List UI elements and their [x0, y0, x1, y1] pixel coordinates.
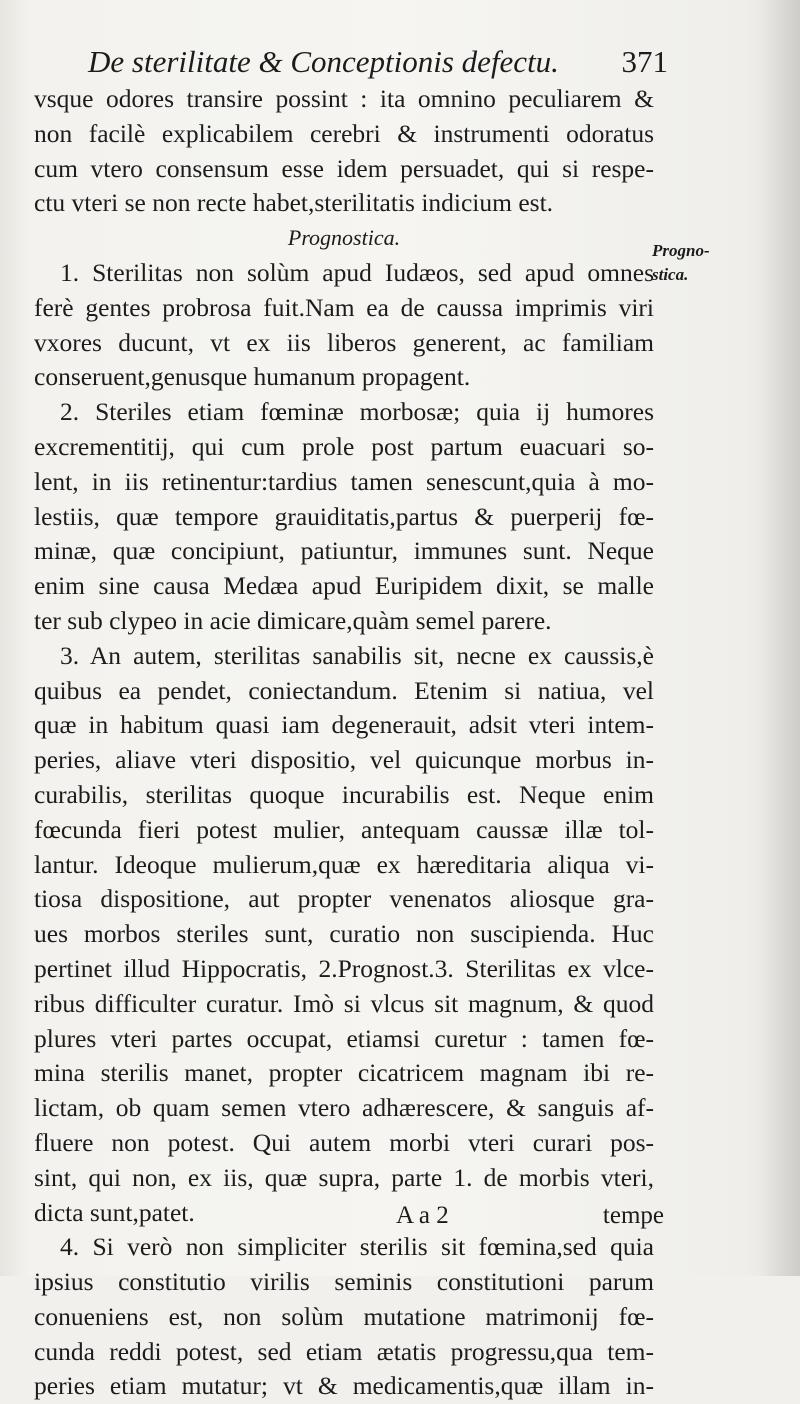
text-line: non facilè explicabilem cerebri & instrumenti odoratus [34, 118, 654, 148]
text-line: peries etiam mutatur; vt & medicamentis,quæ illam in- [34, 1371, 654, 1401]
running-title: De sterilitate & Conceptionis defectu. [88, 44, 559, 79]
text-line: ferè gentes probrosa fuit.Nam ea de caussa imprimis viri [34, 292, 654, 322]
running-header [88, 42, 668, 82]
text-line: 3. An autem, sterilitas sanabilis sit, necne ex caussis,è [60, 640, 654, 670]
text-line: conueniens est, non solùm mutatione matrimonij fœ- [34, 1301, 654, 1331]
text-line: minæ, quæ concipiunt, patiuntur, immunes sunt. Neque [34, 536, 654, 566]
text-line: vxores ducunt, vt ex iis liberos generent, ac familiam [34, 327, 654, 357]
text-line: lantur. Ideoque mulierum,quæ ex hæreditaria aliqua vi- [34, 849, 654, 879]
margin-note-line-1: Progno- [652, 241, 710, 260]
text-line: conseruent,genusque humanum propagent. [34, 362, 471, 392]
text-line: quæ in habitum quasi iam degenerauit, adsit vteri intem- [34, 710, 654, 740]
text-line: excrementitij, qui cum prole post partum euacuari so- [34, 431, 654, 461]
text-line: curabilis, sterilitas quoque incurabilis est. Neque enim [34, 779, 654, 809]
text-line: pertinet illud Hippocratis, 2.Prognost.3. Sterilitas ex vlce- [34, 953, 654, 983]
text-line: ribus difficulter curatur. Imò si vlcus sit magnum, & quod [34, 988, 654, 1018]
text-line: lestiis, quæ tempore grauiditatis,partus & puerperij fœ- [34, 501, 654, 531]
text-line: tiosa dispositione, aut propter venenatos aliosque gra- [34, 884, 654, 914]
signature-mark: A a 2 [396, 1202, 449, 1229]
text-line: vsque odores transire possint : ita omnino peculiarem & [34, 84, 654, 113]
text-line: lent, in iis retinentur:tardius tamen senescunt,quia à mo- [34, 466, 654, 496]
text-line: plures vteri partes occupat, etiamsi curetur : tamen fœ- [34, 1023, 654, 1053]
text-line: cunda reddi potest, sed etiam ætatis progressu,qua tem- [34, 1336, 654, 1366]
text-line: ter sub clypeo in acie dimicare,quàm semel parere. [34, 605, 552, 635]
text-line: ctu vteri se non recte habet,sterilitatis indicium est. [34, 188, 554, 218]
margin-note-line-2: stica. [652, 265, 689, 284]
page-edge-shadow [742, 0, 800, 1276]
text-line: mina sterilis manet, propter cicatricem magnam ibi re- [34, 1058, 654, 1088]
section-heading: Prognostica. [287, 225, 401, 251]
text-line: cum vtero consensum esse idem persuadet, qui si respe- [34, 153, 654, 183]
text-line: ipsius constitutio virilis seminis constitutioni parum [34, 1267, 654, 1297]
catchword: tempe [602, 1202, 664, 1229]
text-line: ues morbos steriles sunt, curatio non suscipienda. Huc [34, 919, 654, 949]
page-footer [34, 1196, 664, 1236]
text-line: 4. Si verò non simpliciter sterilis sit fœmina,sed quia [60, 1232, 654, 1262]
text-line: sint, qui non, ex iis, quæ supra, parte 1. de morbis vteri, [34, 1162, 654, 1192]
page-number: 371 [621, 44, 668, 79]
text-line: 1. Sterilitas non solùm apud Iudæos, sed apud omnes [60, 257, 654, 287]
text-line: quibus ea pendet, coniectandum. Etenim si natiua, vel [34, 675, 654, 705]
text-line: dicta sunt,patet. [34, 1197, 195, 1227]
text-line: fœcunda fieri potest mulier, antequam caussæ illæ tol- [34, 814, 654, 844]
text-line: fluere non potest. Qui autem morbi vteri curari pos- [34, 1127, 654, 1157]
text-line: lictam, ob quam semen vtero adhærescere, & sanguis af- [34, 1093, 654, 1123]
text-line: enim sine causa Medæa apud Euripidem dixit, se malle [34, 571, 654, 601]
text-line: 2. Steriles etiam fœminæ morbosæ; quia ij humores [60, 397, 654, 427]
text-line: peries, aliave vteri dispositio, vel quicunque morbus in- [34, 745, 654, 775]
